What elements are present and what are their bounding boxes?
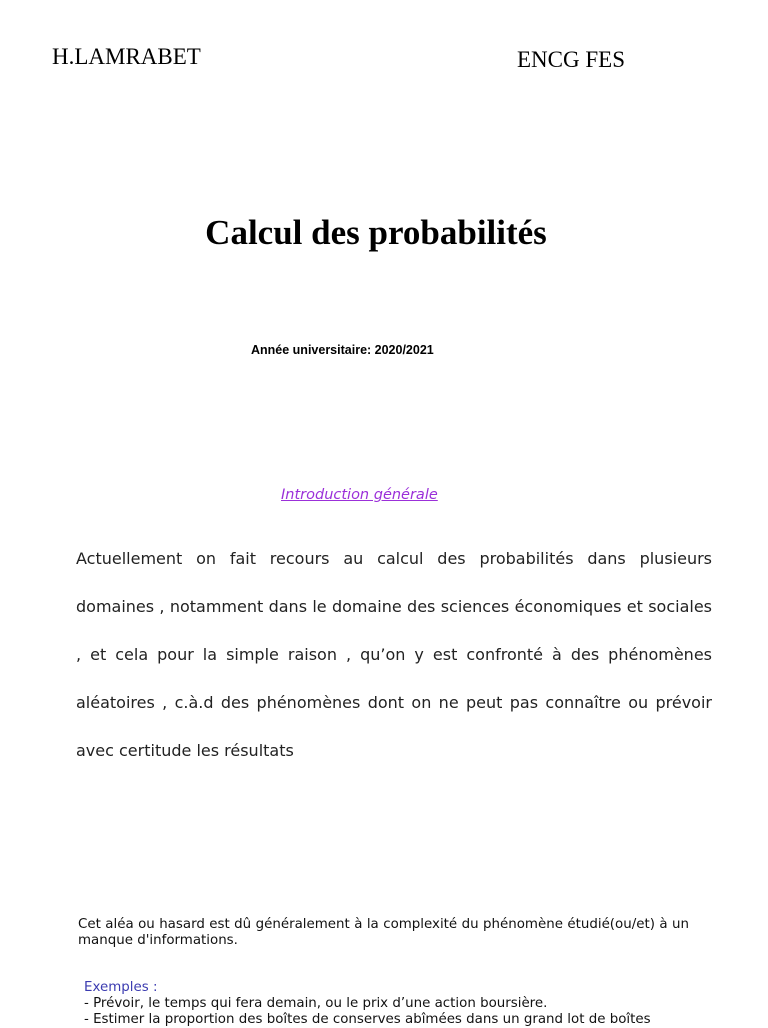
examples-list (84, 996, 764, 1028)
author-name: H.LAMRABET (52, 44, 201, 69)
academic-year: Année universitaire: 2020/2021 (251, 343, 434, 357)
list-item: - Estimer la proportion des boîtes de conserves abîmées dans un grand lot de boîtes (84, 1012, 651, 1027)
examples-heading: Exemples : (84, 980, 158, 995)
list-item: - Prévoir, le temps qui fera demain, ou le prix d’une action boursière. (84, 996, 548, 1011)
intro-paragraph: Actuellement on fait recours au calcul des probabilités dans plusieurs domaines , notamment dans le domaine des sciences économiques et sociales , et cela pour la simple raison , qu’on y est confronté à des phénomènes aléatoires , c.à.d des phénomènes dont on ne peut pas connaître ou prévoir avec certitude les résultats (76, 549, 712, 760)
school-name: ENCG FES (517, 47, 625, 72)
document-title: Calcul des probabilités (205, 213, 547, 252)
randomness-paragraph: Cet aléa ou hasard est dû généralement à la complexité du phénomène étudié(ou/et) à un manque d'informations. (78, 917, 689, 948)
introduction-link[interactable]: Introduction générale (281, 487, 438, 503)
